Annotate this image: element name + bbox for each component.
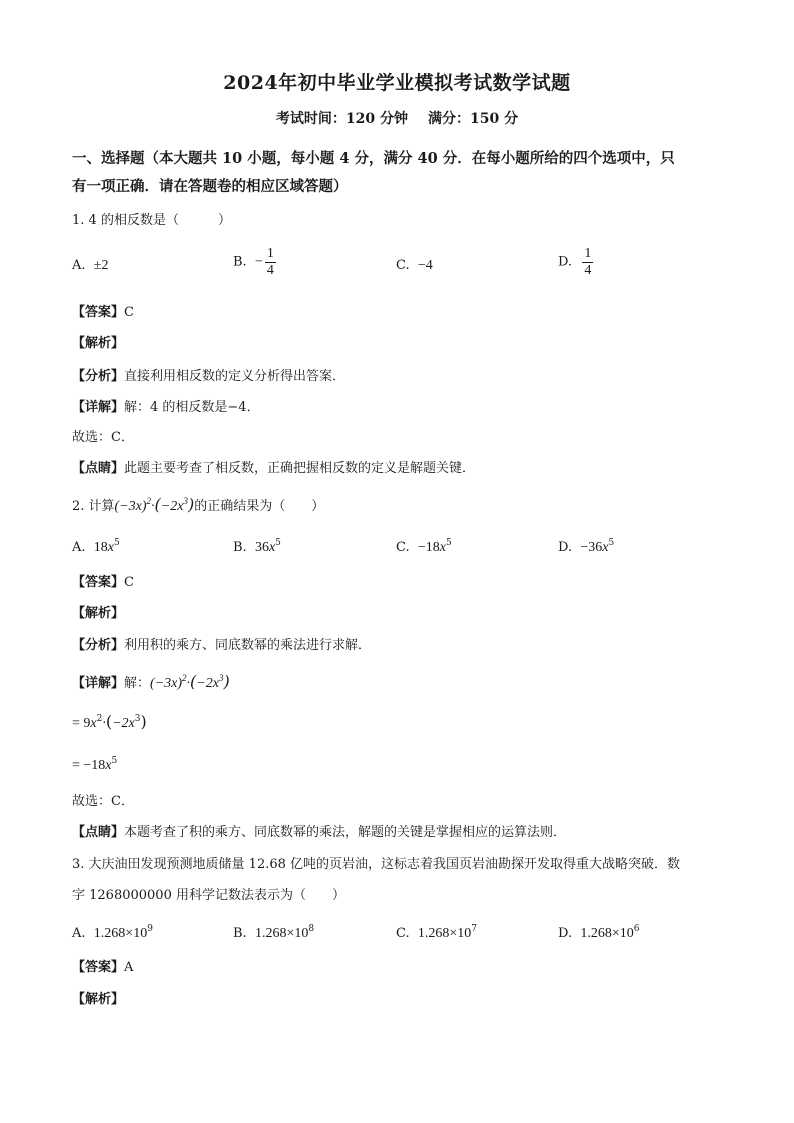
section-heading-line2: 有一项正确．请在答题卷的相应区域答题） [72,178,348,195]
q1-dianjing: 【点睛】此题主要考查了相反数，正确把握相反数的定义是解题关键． [72,461,476,476]
q1-option-b: B. − $\frac{1}{4}$ [233,246,274,278]
section-heading-line1: 一、选择题（本大题共 10 小题，每小题 4 分，满分 40 分．在每小题所给的四个选项中，只 [72,150,675,167]
q1-d-fraction: $\frac{1}{4}$ [584,246,592,278]
q1-analysis-tag: 【解析】 [72,336,125,351]
q1-choose: 故选：C． [72,430,134,445]
q1-stem: 1. 4 的相反数是（ ） [72,213,231,228]
exam-score: 满分：150 分 [428,111,519,127]
exam-subtitle [0,108,794,128]
q3-option-a: A. $1.268\times 10^9$ [72,924,153,941]
q2-option-a: A. $18x^5$ [72,538,120,555]
q3-answer: 【答案】A [72,960,134,975]
q2-option-d: D. $-36x^5$ [558,538,615,555]
q2-answer: 【答案】C [72,575,134,590]
q1-option-d: D. $\frac{1}{4}$ [558,246,592,278]
q1-b-fraction: $\frac{1}{4}$ [266,246,274,278]
q3-stem-line1: 3. 大庆油田发现预测地质储量 12.68 亿吨的页岩油，这标志着我国页岩油勘探开发取得重大战略突破．数 [72,857,681,872]
q3-analysis-tag: 【解析】 [72,992,125,1007]
q2-step2: = $9x^2\cdot(-2x^3)$ [72,712,147,731]
q1-option-a: A. ±2 [72,258,109,273]
q2-expression: $(-3x)^2\cdot(-2x^3)$ [114,495,195,514]
q2-stem: 2. 计算$(-3x)^2\cdot(-2x^3)$的正确结果为（ ） [72,495,325,514]
q3-option-b: B. $1.268\times 10^8$ [233,924,315,941]
q2-analysis-tag: 【解析】 [72,606,125,621]
q3-option-d: D. $1.268\times 10^6$ [558,924,640,941]
q2-choose: 故选：C． [72,794,134,809]
q2-fenxi: 【分析】利用积的乘方、同底数幂的乘法进行求解． [72,638,372,653]
q3-stem-line2: 字 1268000000 用科学记数法表示为（ ） [72,888,345,903]
q2-xiangjie: 【详解】解：$(-3x)^2\cdot(-2x^3)$ [72,672,230,691]
q2-option-c: C. $-18x^5$ [396,538,452,555]
exam-time: 考试时间：120 分钟 [275,111,408,127]
q1-fenxi: 【分析】直接利用相反数的定义分析得出答案． [72,369,346,384]
exam-title: 2024年初中毕业学业模拟考试数学试题 [223,72,571,94]
q1-xiangjie: 【详解】解：4 的相反数是−4． [72,400,260,415]
q1-answer: 【答案】C [72,305,134,320]
q3-option-c: C. $1.268\times 10^7$ [396,924,478,941]
q1-option-c: C. −4 [396,258,433,273]
q2-dianjing: 【点睛】本题考查了积的乘方、同底数幂的乘法，解题的关键是掌握相应的运算法则． [72,825,567,840]
q2-option-b: B. $36x^5$ [233,538,281,555]
q2-step3: = $-18x^5$ [72,756,118,773]
